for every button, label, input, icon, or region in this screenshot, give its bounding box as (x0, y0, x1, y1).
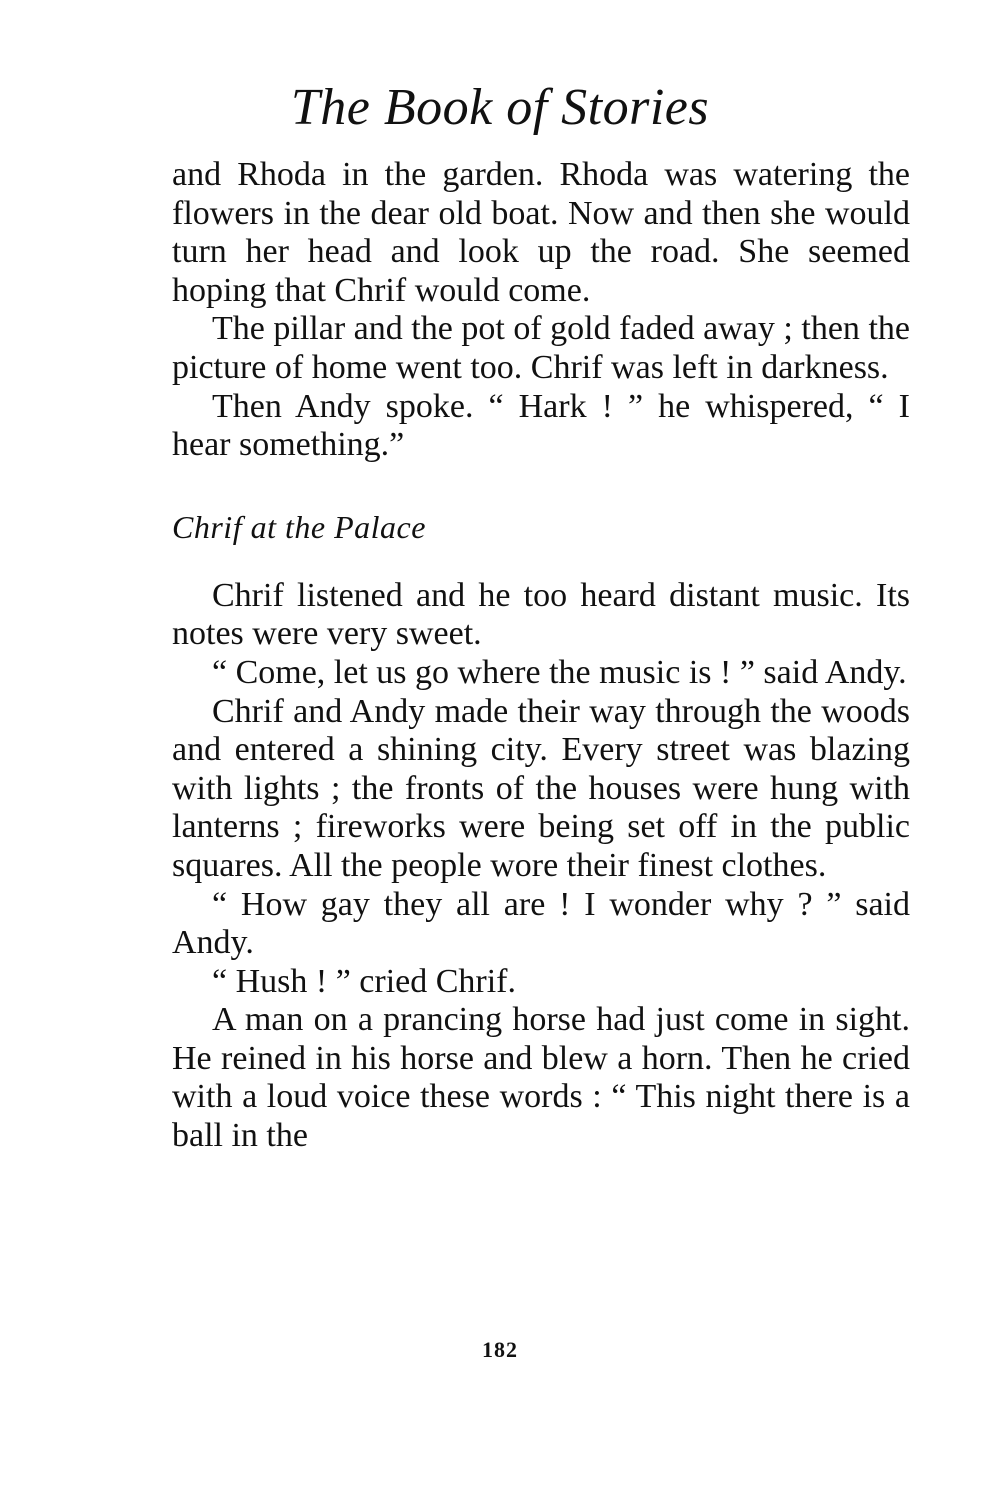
paragraph: Chrif and Andy made their way through the woods and entered a shining city. Every street was blazing with lights ; the fronts of the houses were hung with lanterns ; fireworks were being set off in the public squares. All the people wore their finest clothes. (172, 692, 910, 884)
page-number: 182 (482, 1337, 518, 1362)
paragraph: A man on a prancing horse had just come in sight. He reined in his horse and blew a horn. Then he cried with a loud voice these words : “ This night there is a ball in the (172, 1001, 910, 1155)
section-heading: Chrif at the Palace (172, 508, 426, 545)
paragraph: The pillar and the pot of gold faded away ; then the picture of home went too. Chrif was left in darkness. (172, 310, 910, 386)
running-title: The Book of Stories (290, 79, 710, 136)
paragraph: “ Hush ! ” cried Chrif. (212, 962, 517, 1000)
paragraph: Then Andy spoke. “ Hark ! ” he whispered, “ I hear something.” (172, 387, 910, 464)
body-text (172, 156, 910, 1156)
paragraph: “ Come, let us go where the music is ! ” said Andy. (212, 653, 907, 691)
paragraph: Chrif listened and he too heard distant music. Its notes were very sweet. (172, 576, 910, 653)
paragraph-continued: and Rhoda in the garden. Rhoda was watering the flowers in the dear old boat. Now and then she would turn her head and look up the road. She seemed hoping that Chrif would come. (172, 156, 910, 309)
paragraph: “ How gay they all are ! I wonder why ? ” said Andy. (172, 885, 910, 962)
